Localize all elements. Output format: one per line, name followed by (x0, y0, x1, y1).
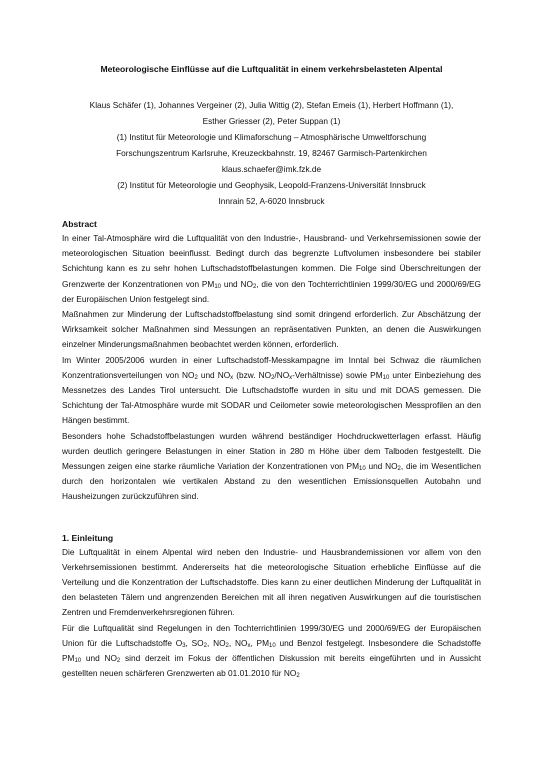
abstract-paragraph-1: In einer Tal-Atmosphäre wird die Luftqualität von den Industrie-, Hausbrand- und Verkehrsemissionen sowie der meteorologischen Situation beeinflusst. Bedingt durch das begrenzte Luftvolumen insbesondere bei stabiler Schichtung kann es zu sehr hohen Luftschadstoffbelastungen kommen. Die Folge sind Überschreitungen der Grenzwerte der Konzentrationen von $PM_{10}$ und $NO_2$, die von den Tochterrichtlinien 1999/30/EG und 2000/69/EG der Europäischen Union festgelegt sind. (62, 233, 482, 304)
affiliation-1-line-2: Forschungszentrum Karlsruhe, Kreuzeckbahnstr. 19, 82467 Garmisch-Partenkirchen (116, 148, 427, 158)
abstract-paragraph-3: Im Winter 2005/2006 wurden in einer Luftschadstoff-Messkampagne im Inntal bei Schwaz die räumlichen Konzentrationsverteilungen von $NO_2$ und $NO_x$ (bzw. $NO_2/NO_x-Verhältnisse$) sowie $PM_{10}$ unter Einbeziehung des Messnetzes des Landes Tirol untersucht. Die Luftschadstoffe wurden in situ und mit DOAS gemessen. Die Schichtung der Tal-Atmosphäre wurde mit SODAR und Ceilometer sowie meteorologischen Messprofilen an den Hängen bestimmt. (62, 354, 482, 426)
authors-line-1: Klaus Schäfer (1), Johannes Vergeiner (2), Julia Wittig (2), Stefan Emeis (1), Herbert Hoffmann (1), (89, 100, 454, 110)
affiliations (62, 129, 481, 209)
affiliation-2-line-2: Innrain 52, A-6020 Innsbruck (218, 196, 325, 206)
affiliation-1-line-1: (1) Institut für Meteorologie und Klimaforschung – Atmosphärische Umweltforschung (116, 132, 427, 142)
abstract-paragraph-4: Besonders hohe Schadstoffbelastungen wurden während beständiger Hochdruckwetterlagen erfasst. Häufig wurden deutlich geringere Belastungen in einer Station in 280 m Höhe über dem Talboden festgestellt. Die Messungen zeigen eine starke räumliche Variation der Konzentrationen von $PM_{10}$ und $NO_2$, die im Wesentlichen durch den horizontalen wie vertikalen Abstand zu den wesentlichen Emissionsquellen Autobahn und Hausheizungen zurückzuführen sind. (62, 430, 482, 502)
section-1-heading: 1. Einleitung (62, 532, 114, 543)
paper-title: Meteorologische Einflüsse auf die Luftqualität in einem verkehrsbelasteten Alpental (100, 64, 443, 74)
abstract-heading: Abstract (62, 219, 97, 229)
authors-line-2: Esther Griesser (2), Peter Suppan (1) (202, 116, 341, 126)
author-list (62, 97, 481, 129)
affiliation-1-email: klaus.schaefer@imk.fzk.de (221, 164, 322, 174)
section-1-paragraph-2: Für die Luftqualität sind Regelungen in den Tochterrichtlinien 1999/30/EG und 2000/69/EG der Europäischen Union für die Luftschadstoffe $O_3$, $SO_2$, $NO_2$, $NO_x$, $PM_{10}$ und Benzol festgelegt. Insbesondere die Schadstoffe $PM_{10}$ und $NO_2$ sind derzeit im Fokus der öffentlichen Diskussion mit bereits eingeführten und in Aussicht gestellten neuen schärferen Grenzwerten ab 01.01.2010 für $NO_2$ (62, 622, 482, 680)
affiliation-2-line-1: (2) Institut für Meteorologie und Geophysik, Leopold-Franzens-Universität Innsbruck (117, 180, 426, 190)
abstract-paragraph-2: Maßnahmen zur Minderung der Luftschadstoffbelastung sind somit dringend erforderlich. Zur Abschätzung der Wirksamkeit solcher Maßnahmen sind Messungen an repräsentativen Punkten, an denen die Auswirkungen einzelner Minderungsmaßnahmen beobachtet werden können, erforderlich. (62, 309, 481, 350)
section-1-paragraph-1: Die Luftqualität in einem Alpental wird neben den Industrie- und Hausbrandemissionen vor allem von den Verkehrsemissionen bestimmt. Andererseits hat die meteorologische Situation erhebliche Einflüsse auf die Verteilung und die Konzentration der Luftschadstoffe. Dies kann zu einer deutlichen Minderung der Luftqualität in den belasteten Tälern und angrenzenden Bereichen mit all ihren negativen Auswirkungen auf die touristischen Zentren und Fremdenverkehrsregionen führen. (62, 546, 481, 618)
